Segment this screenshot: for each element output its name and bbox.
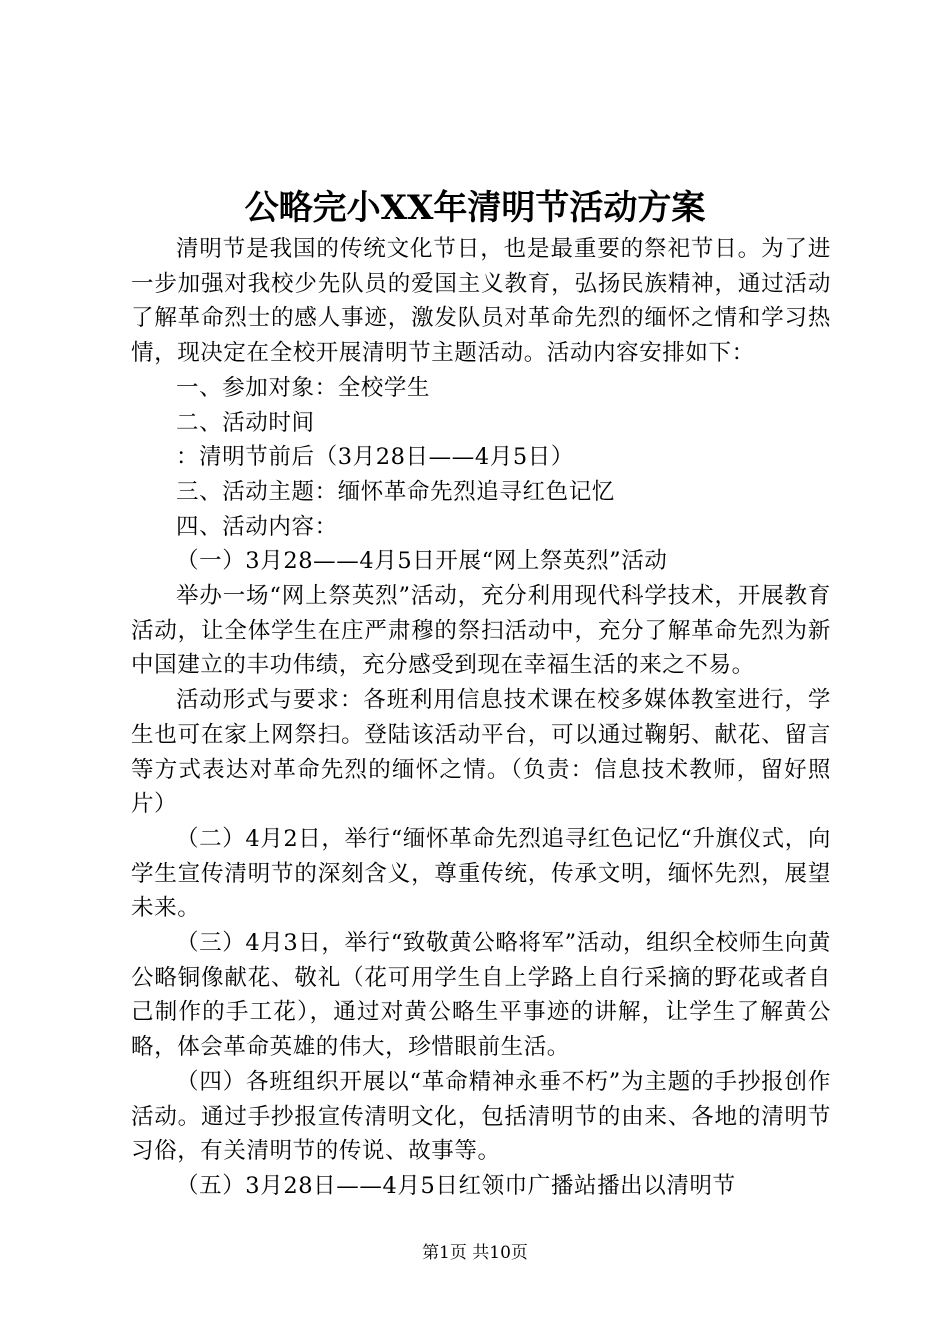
paragraph-participants: 一、参加对象：全校学生 (176, 374, 431, 401)
paragraph-time-range: ：清明节前后（3月28日——4月5日） (176, 444, 574, 471)
paragraph-theme: 三、活动主题：缅怀革命先烈追寻红色记忆 (176, 478, 615, 505)
document-body (131, 232, 831, 1204)
paragraph-item-4: （四）各班组织开展以“革命精神永垂不朽”为主题的手抄报创作活动。通过手抄报宣传清明文化，包括清明节的由来、各地的清明节习俗，有关清明节的传说、故事等。 (131, 1068, 831, 1165)
document-title: 公略完小XX年清明节活动方案 (244, 188, 706, 228)
page-number-footer: 第1页 共10页 (422, 1243, 528, 1263)
paragraph-content-heading: 四、活动内容： (176, 513, 338, 540)
paragraph-item-2: （二）4月2日，举行“缅怀革命先烈追寻红色记忆“升旗仪式，向学生宣传清明节的深刻含义，尊重传统，传承文明，缅怀先烈，展望未来。 (131, 825, 831, 922)
paragraph-item-1-heading: （一）3月28——4月5日开展“网上祭英烈”活动 (176, 548, 668, 575)
paragraph-intro: 清明节是我国的传统文化节日，也是最重要的祭祀节日。为了进一步加强对我校少先队员的爱国主义教育，弘扬民族精神，通过活动了解革命烈士的感人事迹，激发队员对革命先烈的缅怀之情和学习热情，现决定在全校开展清明节主题活动。活动内容安排如下： (131, 236, 831, 367)
paragraph-item-3: （三）4月3日，举行“致敬黄公略将军”活动，组织全校师生向黄公略铜像献花、敬礼（花可用学生自上学路上自行采摘的野花或者自己制作的手工花），通过对黄公略生平事迹的讲解，让学生了解黄公略，体会革命英雄的伟大，珍惜眼前生活。 (131, 930, 831, 1061)
paragraph-item-5: （五）3月28日——4月5日红领巾广播站播出以清明节 (176, 1172, 736, 1199)
paragraph-time-heading: 二、活动时间 (176, 409, 315, 436)
paragraph-item-1-requirements: 活动形式与要求：各班利用信息技术课在校多媒体教室进行，学生也可在家上网祭扫。登陆该活动平台，可以通过鞠躬、献花、留言等方式表达对革命先烈的缅怀之情。（负责：信息技术教师，留好照片） (131, 687, 831, 818)
paragraph-item-1-body: 举办一场“网上祭英烈”活动，充分利用现代科学技术，开展教育活动，让全体学生在庄严肃穆的祭扫活动中，充分了解革命先烈为新中国建立的丰功伟绩，充分感受到现在幸福生活的来之不易。 (131, 583, 831, 679)
